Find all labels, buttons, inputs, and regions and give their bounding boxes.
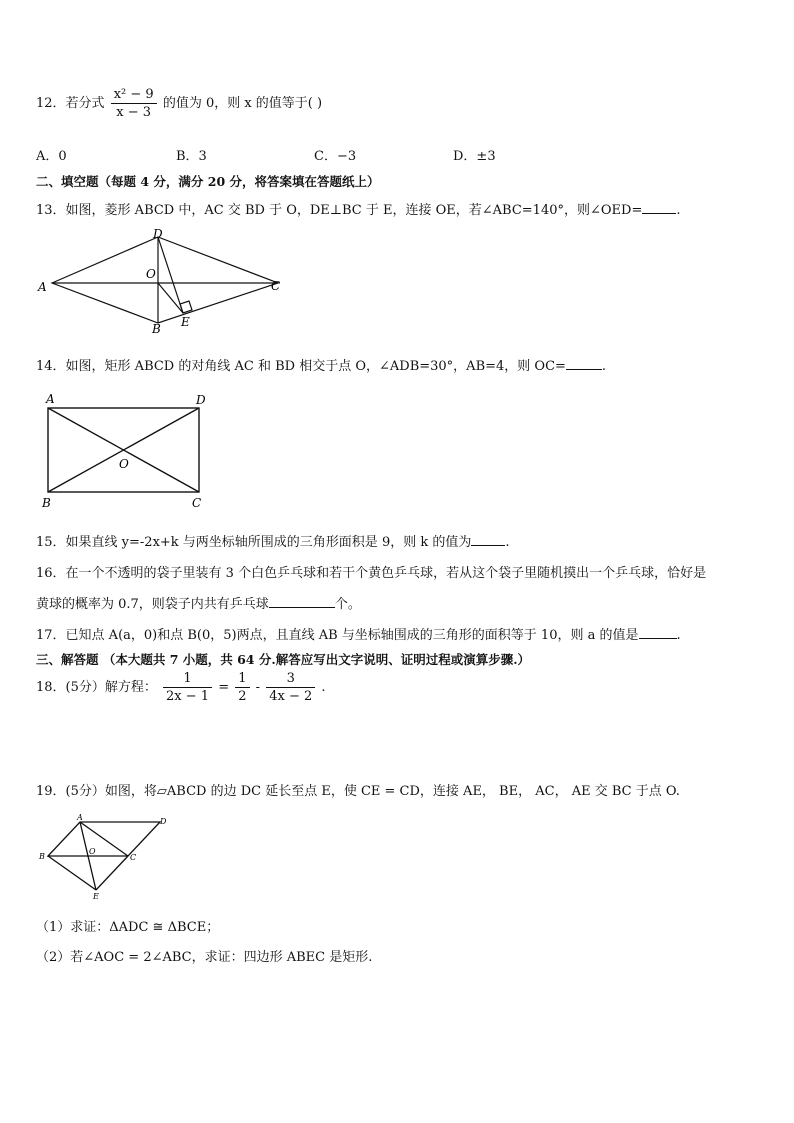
q19-label-e: E [93,892,99,900]
q13-rhombus-figure [30,225,300,337]
q16-end: 个。 [334,597,361,612]
q12-option-b: B．3 [176,149,207,164]
q14-text: 14．如图，矩形 ABCD 的对角线 AC 和 BD 相交于点 O，∠ADB=30°，AB=4，则 OC= [36,359,566,374]
q13-label-b: B [152,322,161,336]
q19-label-a: A [77,813,83,822]
q19-label-c: C [130,853,137,862]
question-19: 19．(5分）如图，将▱ABCD 的边 DC 延长至点 E，使 CE = CD，连接 AE， BE， AC， AE 交 BC 于点 O. [36,784,680,799]
q14-label-d: D [196,393,206,407]
question-16-line-2 [36,593,361,612]
q19-subquestion-1: （1）求证：ΔADC ≅ ΔBCE； [36,920,220,935]
q18-fraction-1-numerator: 1 [163,670,212,688]
q14-label-o: O [119,457,129,471]
q13-label-e: E [181,315,190,329]
q19-parallelogram-figure [38,810,178,900]
q18-equals: = [218,680,230,695]
q13-end: . [676,203,681,218]
q13-label-c: C [271,279,281,293]
q12-option-c: C．−3 [314,149,357,164]
q12-option-d: D．±3 [453,149,496,164]
question-12 [36,86,322,121]
q13-label-o: O [146,267,156,281]
q13-text: 13．如图，菱形 ABCD 中，AC 交 BD 于 O，DE⊥BC 于 E，连接 OE，若∠ABC=140°，则∠OED= [36,203,643,218]
q15-text: 15．如果直线 y=-2x+k 与两坐标轴所围成的三角形面积是 9，则 k 的值为 [36,535,472,550]
q19-subquestion-2: （2）若∠AOC = 2∠ABC，求证：四边形 ABEC 是矩形. [36,950,373,965]
section-2-title: 二、填空题（每题 4 分，满分 20 分，将答案填在答题纸上） [36,174,380,189]
question-17 [36,624,681,643]
q12-prefix: 12．若分式 [36,96,105,111]
q18-fraction-3 [266,670,315,705]
question-14 [36,355,606,374]
q14-answer-blank [566,369,602,370]
q13-answer-blank [642,213,676,214]
q16-answer-blank [269,607,335,608]
q13-label-a: A [38,280,47,294]
q18-fraction-3-numerator: 3 [266,670,315,688]
q17-answer-blank [639,638,677,639]
q14-end: . [601,359,607,374]
q19-label-o: O [89,847,96,856]
q16-line-1: 16．在一个不透明的袋子里装有 3 个白色乒乓球和若干个黄色乒乓球，若从这个袋子里随机摸出一个乒乓球，恰好是 [36,566,707,581]
q19-label-b: B [39,852,45,861]
q18-fraction-3-denominator: 4x − 2 [269,689,313,704]
q15-answer-blank [471,545,505,546]
q14-label-c: C [192,496,202,510]
q18-fraction-2-denominator: 2 [238,689,247,704]
q15-end: . [505,535,510,550]
q12-fraction-numerator: x² − 9 [111,86,157,104]
question-15 [36,531,510,550]
q13-label-d: D [153,227,163,241]
q17-end: . [676,628,681,643]
q14-rectangle-figure [36,390,216,512]
q18-fraction-1 [163,670,212,705]
q18-prefix: 18．(5分）解方程： [36,680,157,695]
q16-line-2: 黄球的概率为 0.7，则袋子内共有乒乓球 [36,597,269,612]
q12-fraction-denominator: x − 3 [116,105,152,120]
question-13 [36,199,681,218]
q18-end: . [321,680,326,695]
q18-fraction-2 [235,670,249,705]
q12-fraction [111,86,157,121]
q18-fraction-2-numerator: 1 [235,670,249,688]
q18-fraction-1-denominator: 2x − 1 [166,689,210,704]
q14-label-a: A [46,392,55,406]
question-18 [36,670,326,705]
q12-option-a: A．0 [36,149,67,164]
section-3-title: 三、解答题 （本大题共 7 小题，共 64 分.解答应写出文字说明、证明过程或演算步骤.） [36,652,531,667]
q19-label-d: D [160,817,167,826]
q14-label-b: B [42,496,51,510]
q17-text: 17．已知点 A(a，0)和点 B(0，5)两点，且直线 AB 与坐标轴围成的三角形的面积等于 10，则 a 的值是 [36,628,639,643]
q18-minus: - [255,680,261,695]
q12-suffix: 的值为 0，则 x 的值等于( ) [162,96,323,111]
